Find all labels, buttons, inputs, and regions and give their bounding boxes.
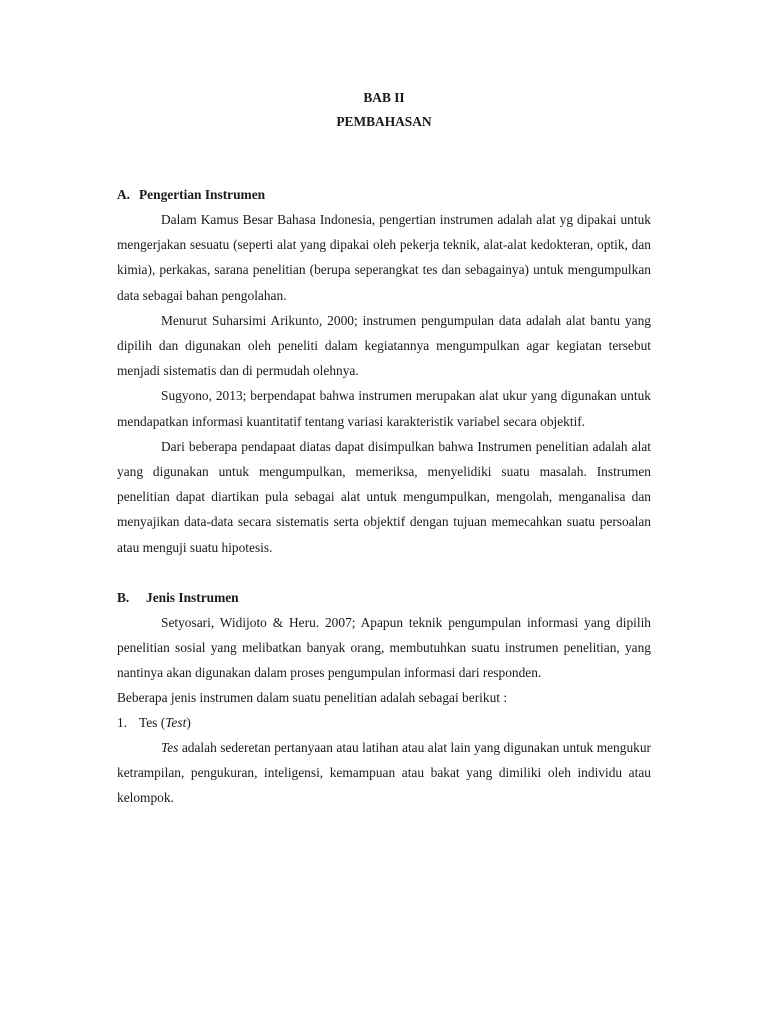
spacer xyxy=(117,560,651,586)
section-a-title: Pengertian Instrumen xyxy=(139,187,266,202)
list-item-number: 1. xyxy=(117,714,128,730)
tes-definition: adalah sederetan pertanyaan atau latihan atau alat lain yang digunakan untuk mengukur ketrampilan, pengukuran, inteligensi, kemampuan atau bakat yang dimiliki oleh individu atau kelompok. xyxy=(117,739,651,806)
spacer xyxy=(117,134,651,183)
section-b-number: B. xyxy=(117,589,130,605)
chapter-title: PEMBAHASAN xyxy=(336,114,432,129)
section-a-paragraph-2: Menurut Suharsimi Arikunto, 2000; instrumen pengumpulan data adalah alat bantu yang dipilih dan digunakan oleh peneliti dalam kegiatannya mengumpulkan agar kegiatan tersebut menjadi sistematis dan di permudah olehnya. xyxy=(117,312,651,379)
tes-term: Tes xyxy=(161,739,179,755)
list-item-tes xyxy=(117,711,651,735)
chapter-number: BAB II xyxy=(363,90,405,105)
section-b-title: Jenis Instrumen xyxy=(146,589,239,605)
section-b-intro-paragraph: Setyosari, Widijoto & Heru. 2007; Apapun teknik pengumpulan informasi yang dipilih penelitian sosial yang melibatkan banyak orang, membutuhkan suatu instrumen penelitian, yang nantinya akan digunakan dalam proses pengumpulan informasi dari responden. xyxy=(117,614,651,681)
section-a-paragraph-4: Dari beberapa pendapaat diatas dapat disimpulkan bahwa Instrumen penelitian adalah alat yang digunakan untuk mengumpulkan, memeriksa, menyelidiki suatu masalah. Instrumen penelitian dapat diartikan pula sebagai alat untuk mengumpulkan, mengolah, menganalisa dan menyajikan data-data secara sistematis serta objektif dengan tujuan memecahkan suatu persoalan atau menguji suatu hipotesis. xyxy=(117,438,651,555)
document-page xyxy=(117,86,651,810)
section-a-number: A. xyxy=(117,187,131,202)
section-b-list-intro: Beberapa jenis instrumen dalam suatu penelitian adalah sebagai berikut : xyxy=(117,690,508,706)
list-item-label: Tes (Test) xyxy=(139,714,191,730)
tes-definition-paragraph xyxy=(117,735,651,811)
section-a-heading xyxy=(117,183,651,207)
section-a-paragraph-3: Sugyono, 2013; berpendapat bahwa instrumen merupakan alat ukur yang digunakan untuk mendapatkan informasi kuantitatif tentang variasi karakteristik variabel secara objektif. xyxy=(117,388,651,429)
section-a-paragraph-1: Dalam Kamus Besar Bahasa Indonesia, pengertian instrumen adalah alat yg dipakai untuk mengerjakan sesuatu (seperti alat yang dipakai oleh pekerja teknik, alat-alat kedokteran, optik, dan kimia), perkakas, sarana penelitian (berupa seperangkat tes dan sebagainya) untuk mengumpulkan data sebagai bahan pengolahan. xyxy=(117,212,651,303)
section-b-heading xyxy=(117,586,651,610)
